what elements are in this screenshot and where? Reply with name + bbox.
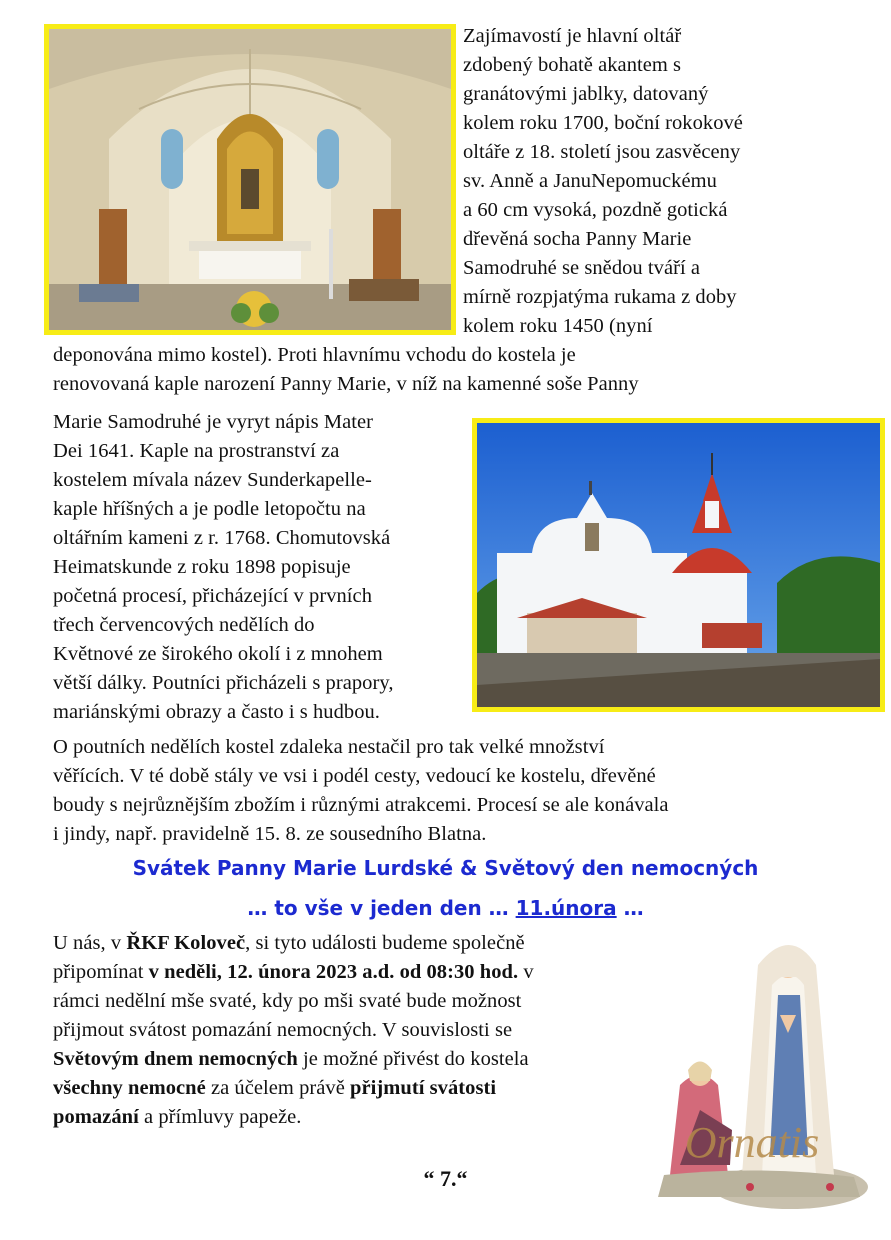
church-interior-photo — [44, 24, 456, 335]
church-exterior-photo — [472, 418, 885, 712]
text-line: Dei 1641. Kaple na prostranství za — [53, 440, 340, 462]
announcement-line: Světovým dnem nemocných je možné přivést do kostela — [53, 1048, 529, 1070]
announcement-line: všechny nemocné za účelem právě přijmutí svátosti — [53, 1077, 497, 1099]
event-date: 11.února — [515, 896, 617, 920]
text-line: i jindy, např. pravidelně 15. 8. ze sousedního Blatna. — [53, 823, 487, 845]
text-line: Marie Samodruhé je vyryt nápis Mater — [53, 411, 374, 433]
text-line: Květnové ze širokého okolí i z mnohem — [53, 643, 383, 665]
text-line: věřících. V té době stály ve vsi i podél cesty, vedoucí ke kostelu, dřevěné — [53, 765, 656, 787]
announcement-line: rámci nedělní mše svaté, kdy po mši svaté bude možnost — [53, 990, 522, 1012]
event-heading: Svátek Panny Marie Lurdské & Světový den nemocných — [132, 856, 759, 880]
page-number: “ 7.“ — [423, 1166, 468, 1191]
text-line: třech červencových nedělích do — [53, 614, 315, 636]
watermark-text: Ornatis — [684, 1118, 820, 1167]
text-line: kaple hříšných a je podle letopočtu na — [53, 498, 366, 520]
announcement-line: přijmout svátost pomazání nemocných. V souvislosti se — [53, 1019, 513, 1041]
text-line: oltáře z 18. století jsou zasvěceny — [463, 141, 741, 163]
text-line: renovovaná kaple narození Panny Marie, v níž na kamenné soše Panny — [53, 373, 639, 395]
event-subheading: … to vše v jeden den … 11.února … — [247, 896, 644, 920]
text-line: větší dálky. Poutníci přicházeli s prapory, — [53, 672, 394, 694]
text-line: Heimatskunde z roku 1898 popisuje — [53, 556, 351, 578]
text-line: oltářním kameni z r. 1768. Chomutovská — [53, 527, 391, 549]
text-line: mírně rozpjatýma rukama z doby — [463, 286, 737, 308]
text-line: mariánskými obrazy a často i s hudbou. — [53, 701, 380, 723]
announcement-line: U nás, v ŘKF Koloveč, si tyto události budeme společně — [53, 932, 525, 954]
text-line: sv. Anně a JanuNepomuckému — [463, 170, 717, 192]
text-line: Samodruhé se snědou tváří a — [463, 257, 701, 279]
text-line: granátovými jablky, datovaný — [463, 83, 709, 105]
text-line: dřevěná socha Panny Marie — [463, 228, 692, 250]
text-line: kolem roku 1450 (nyní — [463, 315, 653, 337]
text-line: boudy s nejrůznějším zbožím i různými atrakcemi. Procesí se ale konávala — [53, 794, 669, 816]
announcement-line: připomínat v neděli, 12. února 2023 a.d. od 08:30 hod. v — [53, 961, 534, 983]
text-line: a 60 cm vysoká, pozdně gotická — [463, 199, 728, 221]
text-line: O poutních nedělích kostel zdaleka nestačil pro tak velké množství — [53, 736, 605, 758]
text-line: početná procesí, přicházející v prvních — [53, 585, 372, 607]
text-line: kolem roku 1700, boční rokokové — [463, 112, 743, 134]
text-line: kostelem mívala název Sunderkapelle- — [53, 469, 372, 491]
text-line: deponována mimo kostel). Proti hlavnímu vchodu do kostela je — [53, 344, 576, 366]
text-line: zdobený bohatě akantem s — [463, 54, 682, 76]
announcement-line: pomazání a přímluvy papeže. — [53, 1106, 302, 1128]
text-line: Zajímavostí je hlavní oltář — [463, 25, 682, 47]
